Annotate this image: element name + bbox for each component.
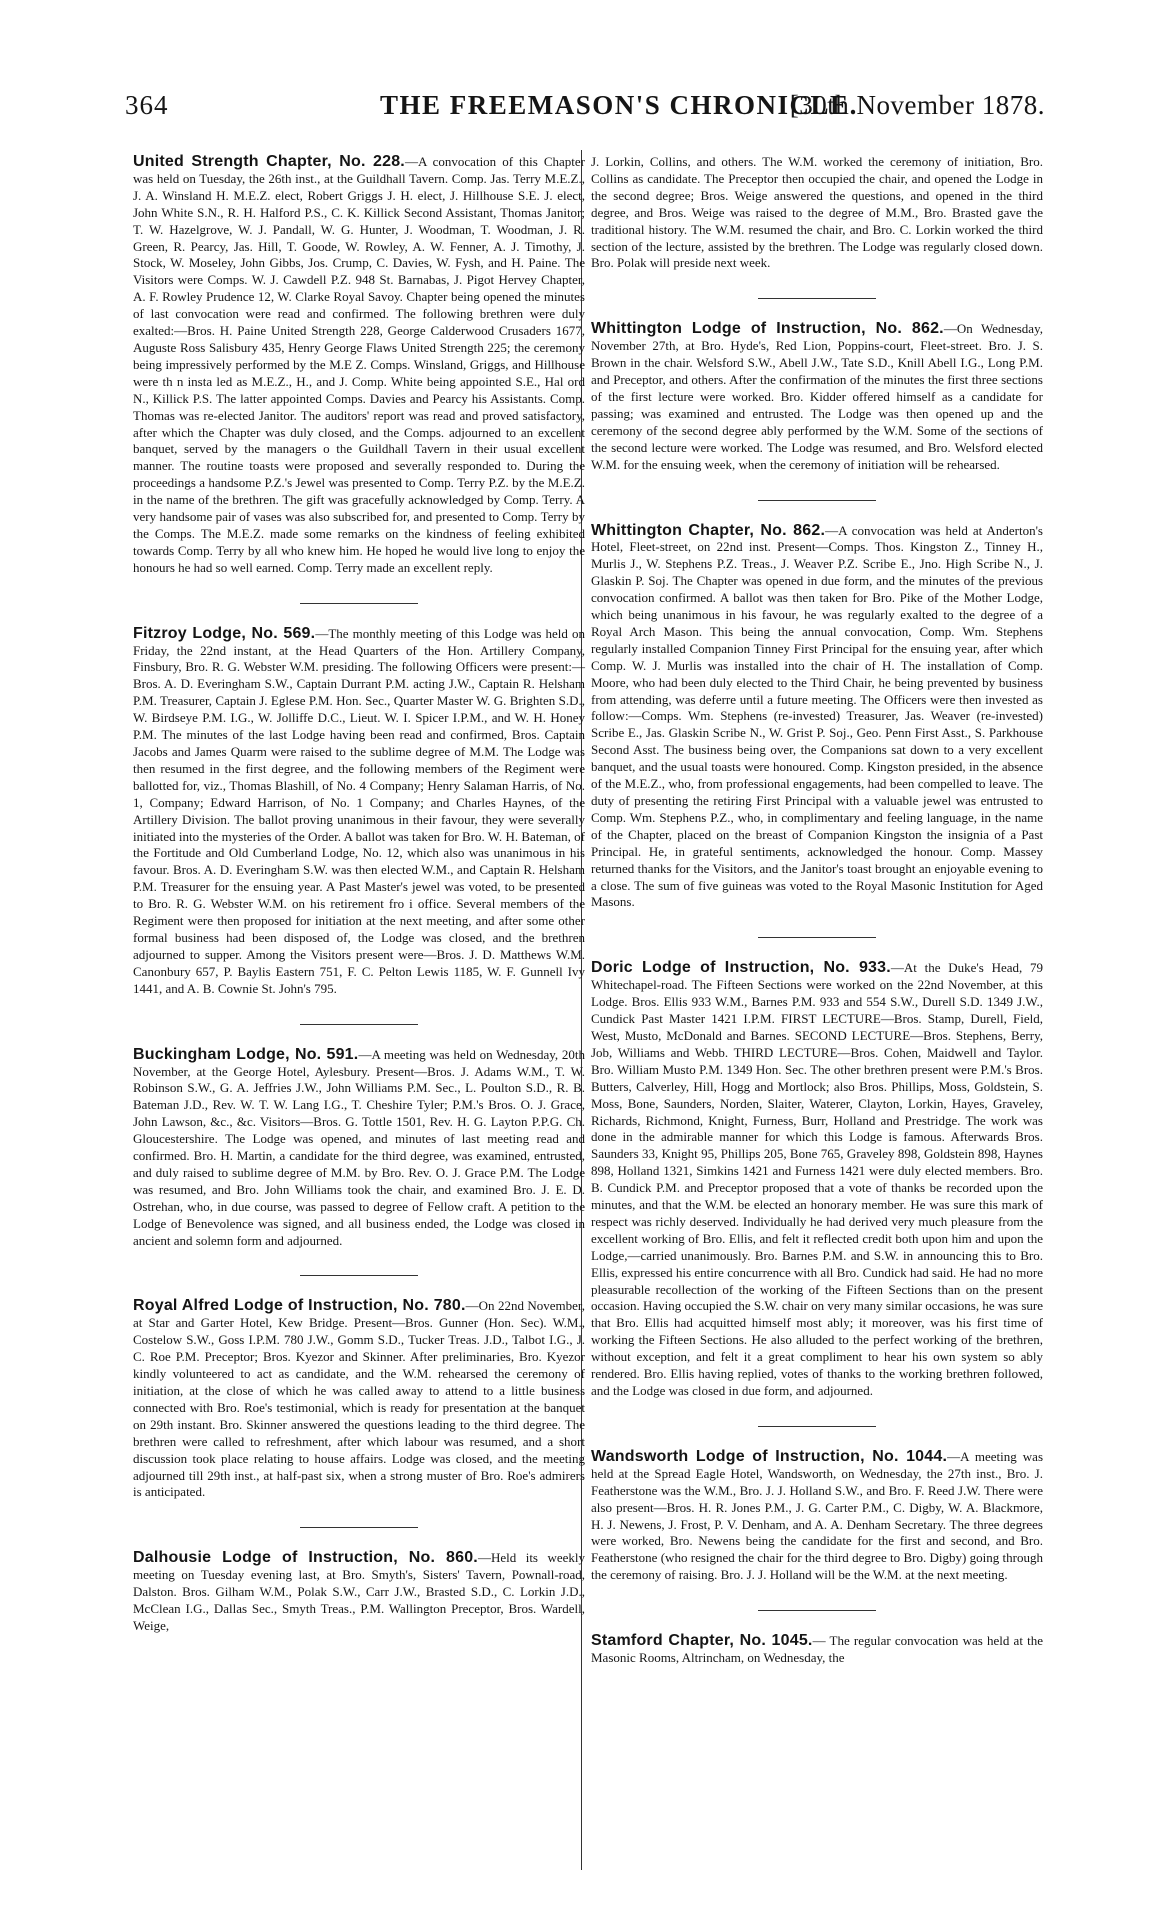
article-title: Dalhousie Lodge of Instruction, No. 860. — [133, 1549, 478, 1567]
article-separator — [758, 1426, 876, 1427]
article-stamford-chapter — [591, 1633, 1043, 1667]
page-header — [125, 90, 1045, 130]
article-body: —A meeting was held at the Spread Eagle Hotel, Wandsworth, on Wednesday, the 27th inst., Bro. J. Featherstone was the W.M., Bro. J. J. Holland S.W., and Bro. F. Reed J.W. There were also present—Bros. H. R. Jones P.M., J. G. Carter P.M., C. Digby, W. A. Blackmore, H. J. Newens, J. Frost, P. V. Denham, and A. A. Denham Secretary. The three degrees were worked, Bro. Newens being the candidate for the first and second, and Bro. Featherstone (who resigned the chair for the third degree to Bro. Digby) going through the ceremony of raising. Bro. J. J. Holland will be the W.M. at the next meeting. — [591, 1448, 1043, 1583]
article-title: Fitzroy Lodge, No. 569. — [133, 624, 316, 642]
article-separator — [300, 1527, 418, 1528]
article-body: —A convocation was held at Anderton's Hotel, Fleet-street, on 22nd inst. Present—Comps. Thos. Kingston Z., Tinney H., Murlis J., W. Stephens P.Z. Treas., J. Weaver P.Z. Scribe E., Jno. High Scribe N., J. Glaskin P. Soj. The Chapter was opened in due form, and the minutes of the previous convocation confirmed. A ballot was then taken for Bro. Pike of the Mother Lodge, which being unanimous in his favour, he was regularly exalted to the degree of a Royal Arch Mason. This being the annual convocation, Comp. Wm. Stephens regularly installed Companion Tinney First Principal for the ensuing year, after which Comp. W. J. Murlis was installed into the chair of H. The installation of Comp. Moore, who had been duly elected to the Third Chair, he being prevented by business from attending, was deferre until a future meeting. The Officers were then invested as follow:—Comps. Wm. Stephens (re-invested) Treasurer, Jas. Weaver (re-invested) Scribe E., Jas. Glaskin Scribe N., W. Grist P. Soj., Geo. Penn First Asst., S. Parkhouse Second Asst. The business being over, the Companions sat down to a very excellent banquet, and the usual toasts were honoured. Comp. Kingston presided, in the absence of the M.E.Z., who, from professional engagements, had been compelled to leave. The duty of presenting the retiring First Principal with a valuable jewel was entrusted to Comp. Wm. Stephens P.Z., who, in complimentary and feeling language, in the name of the Chapter, placed on the breast of Companion Kingston the insignia of a Past Principal. He, in grateful sentiments, acknowledged the honour. Comp. Massey returned thanks for the Visitors, and the Janitor's toast brought an enjoyable evening to a close. The sum of five guineas was voted to the Royal Masonic Institution for Aged Masons. — [591, 522, 1043, 910]
article-doric-lodge — [591, 960, 1043, 1400]
article-separator — [300, 603, 418, 604]
article-buckingham-lodge — [133, 1047, 585, 1250]
page-number: 364 — [125, 90, 169, 120]
article-whittington-chapter — [591, 523, 1043, 912]
article-continuation — [591, 154, 1043, 272]
newspaper-title: THE FREEMASON'S CHRONICLE. — [380, 90, 858, 120]
article-united-strength-chapter — [133, 154, 585, 577]
article-separator — [758, 1610, 876, 1611]
article-body: —A meeting was held on Wednesday, 20th November, at the George Hotel, Aylesbury. Present—Bros. J. Adams W.M., T. W. Robinson S.W., G. A. Jeffries J.W., John Williams P.M. Sec., L. Poulton S.D., R. B. Bateman J.D., Rev. W. T. W. Lang I.G., T. Cheshire Tyler; P.M.'s Bros. O. J. Grace, John Lawson, &c., &c. Visitors—Bros. G. Tottle 1501, Rev. H. G. Layton P.P.G. Ch. Gloucestershire. The Lodge was opened, and minutes of last meeting read and confirmed. Bro. H. Martin, a candidate for the third degree, was examined, entrusted, and duly raised to sublime degree of M.M. by Bro. Rev. O. J. Grace P.M. The Lodge was resumed, and Bro. John Williams took the chair, and examined Bro. J. E. D. Ostrehan, who, in due course, was passed to degree of Fellow craft. A petition to the Lodge of Benevolence was signed, and all business ended, the Lodge was closed in ancient and solemn form and adjourned. — [133, 1046, 586, 1248]
article-title: Doric Lodge of Instruction, No. 933. — [591, 959, 891, 977]
article-title: Whittington Lodge of Instruction, No. 862. — [591, 320, 944, 338]
article-title: Stamford Chapter, No. 1045. — [591, 1632, 813, 1650]
article-fitzroy-lodge — [133, 626, 585, 998]
article-separator — [758, 937, 876, 938]
article-body: —A convocation of this Chapter was held on Tuesday, the 26th inst., at the Guildhall Tavern. Comp. Jas. Terry M.E.Z., J. A. Winsland H. M.E.Z. elect, Robert Griggs J. H. elect, J. Hillhouse S.E. J. elect, John White S.N., R. H. Halford P.S., C. K. Killick Second Assistant, Thomas Janitor; T. W. Hazelgrove, W. J. Pandall, W. G. Hunter, J. Woodman, T. Woodman, J. R. Green, R. Pearcy, Jas. Hill, T. Goode, W. Rowley, A. W. Fenner, A. J. Timothy, J. Stock, W. Moseley, John Gibbs, Jos. Crump, C. Davies, W. Fysh, and H. Paine. The Visitors were Comps. W. J. Cawdell P.Z. 948 St. Barnabas, J. Pigot Hervey Chapter, A. F. Rowley Prudence 12, W. Clarke Royal Savoy. Chapter being opened the minutes of last convocation were read and confirmed. The following brethren were duly exalted:—Bros. H. Paine United Strength 228, George Calderwood Crusaders 1677, Auguste Ross Salisbury 435, Henry George Flaws United Strength 225; the ceremony being impressively performed by the M.E Z. Comps. Winsland, Griggs, and Hillhouse were th n insta led as M.E.Z., H., and J. Comp. White being appointed S.E., Hal ord N., Killick P.S. The latter appointed Comps. Davies and Pearcy his Assistants. Comp. Thomas was re-elected Janitor. The auditors' report was read and proved satisfactory, after which the Chapter was duly closed, and the Comps. adjourned to an excellent banquet, served by the managers o the Guildhall Tavern in their usual excellent manner. The routine toasts were proposed and severally responded to. During the proceedings a handsome P.Z.'s Jewel was presented to Comp. Terry P.Z. by the M.E.Z. in the name of the brethren. The gift was gracefully acknowledged by Comp. Terry. A very handsome pair of vases was also subscribed for, and presented to Comp. Terry by the Comps. The M.E.Z. made some remarks on the kindness of feeling exhibited towards Comp. Terry by all who knew him. He hoped he would live long to enjoy the honours he had so well earned. Comp. Terry made an excellent reply. — [133, 154, 586, 575]
article-wandsworth-lodge — [591, 1449, 1043, 1584]
article-title: Buckingham Lodge, No. 591. — [133, 1045, 359, 1063]
article-dalhousie-lodge — [133, 1550, 585, 1635]
article-title: Royal Alfred Lodge of Instruction, No. 780. — [133, 1297, 466, 1315]
article-separator — [758, 298, 876, 299]
article-title: Whittington Chapter, No. 862. — [591, 521, 826, 539]
article-body: J. Lorkin, Collins, and others. The W.M. worked the ceremony of initiation, Bro. Collins as candidate. The Preceptor then occupied the chair, and opened the Lodge in the second degree; Bros. Weige answered the questions, and opened in the third degree, and Bros. Weige was raised to the degree of M.M., Bro. Brasted gave the traditional history. The W.M. resumed the chair, and Bro. C. Lorkin worked the third section of the lecture, assisted by the brethren. The Lodge was regularly closed down. Bro. Polak will preside next week. — [591, 154, 1043, 271]
article-separator — [758, 500, 876, 501]
left-column — [133, 154, 585, 1635]
article-title: United Strength Chapter, No. 228. — [133, 153, 405, 170]
article-separator — [300, 1275, 418, 1276]
right-column — [591, 154, 1043, 1667]
article-separator — [300, 1024, 418, 1025]
article-body: —At the Duke's Head, 79 Whitechapel-road. The Fifteen Sections were worked on the 22nd November, at this Lodge. Bros. Ellis 933 W.M., Barnes P.M. 933 and 554 S.W., Durell S.D. 1349 J.W., Cundick Past Master 1421 I.P.M. FIRST LECTURE—Bros. Stamp, Durell, Field, West, Musto, McDonald and Barnes. SECOND LECTURE—Bros. Stephens, Berry, Job, Williams and Webb. THIRD LECTURE—Bros. Cohen, Maidwell and Taylor. Bro. William Musto P.M. 1349 Hon. Sec. The other brethren present were P.M.'s Bros. Butters, Calverley, Hill, Hogg and Mortlock; also Bros. Phillips, Moss, Goldstein, S. Moss, Bone, Saunders, Norden, Slaiter, Waterer, Clayton, Lorkin, Hayes, Graveley, Richards, Richmond, Knight, Furness, Burr, Holland and Prestridge. The work was done in the admirable manner for which this Lodge is famous. Afterwards Bros. Saunders 33, Knight 95, Phillips 205, Bone 765, Graveley 898, Goldstein 898, Haynes 898, Holland 1321, Simkins 1421 and Furness 1421 were duly elected members. Bro. B. Cundick P.M. and Preceptor proposed that a vote of thanks be recorded upon the minutes, and that the W.M. be elected an honorary member. He was sure this mark of respect was richly deserved. Individually he had derived very much pleasure from the excellent working of Bro. Ellis, and felt it reflected credit both upon him and upon the Lodge,—carried unanimously. Bro. Barnes P.M. and S.W. in announcing this to Bro. Ellis, expressed his entire concurrence with all Bro. Cundick had said. He had no more pleasurable recollection of the working of the Fifteen Sections than on the present occasion. Having occupied the S.W. chair on very many similar occasions, he was sure that Bro. Ellis had acquitted himself most ably; it moreover, was his first time of working the Fifteen Sections. He also alluded to the perfect working of the brethren, without exception, and felt it a great compliment to hear his own system so ably rendered. Bro. Ellis having replied, votes of thanks to the working brethren followed, and the Lodge was closed in due form, and adjourned. — [591, 960, 1043, 1398]
article-body: —Held its weekly meeting on Tuesday evening last, at Bro. Smyth's, Sisters' Tavern, Pownall-road, Dalston. Bros. Gilham W.M., Polak S.W., Carr J.W., Brasted S.D., C. Lorkin J.D., McClean I.G., Dallas Sec., Smyth Treas., P.M. Wallington Preceptor, Bros. Wardell, Weige, — [133, 1550, 586, 1633]
article-royal-alfred-lodge — [133, 1298, 585, 1501]
issue-date: [30th November 1878. — [789, 90, 1045, 120]
article-body: —The monthly meeting of this Lodge was held on Friday, the 22nd instant, at the Head Quarters of the Hon. Artillery Company, Finsbury, Bro. R. G. Webster W.M. presiding. The following Officers were present:—Bros. A. D. Everingham S.W., Captain Durrant P.M. acting J.W., Captain R. Helsham P.M. Treasurer, Captain J. Eglese P.M. Hon. Sec., Quarter Master W. G. Brighten S.D., W. Birdseye P.M. I.G., W. Jolliffe D.C., Lieut. W. I. Spicer I.P.M., and W. H. Honey P.M. The minutes of the last Lodge having been read and confirmed, Bros. Captain Jacobs and James Quarm were raised to the sublime degree of M.M. The Lodge was then resumed in the first degree, and the following members of the Regiment were ballotted for, viz., Thomas Blashill, of No. 4 Company; Henry Salaman Harris, of No. 1, Company; Edward Harrison, of No. 1 Company; and Charles Haynes, of the Artillery Division. The ballot proving unanimous in their favour, they were severally initiated into the mysteries of the Order. A ballot was taken for Bro. W. H. Bateman, of the Fortitude and Old Cumberland Lodge, No. 12, which also was unanimous in his favour. Bros. A. D. Everingham S.W. was then elected W.M., and Captain R. Helsham P.M. Treasurer for the ensuing year. A Past Master's jewel was voted, to be presented to Bro. R. G. Webster W.M. on his retirement fro i office. Several members of the Regiment were then proposed for initiation at the next meeting, and after some other formal business had been disposed of, the Lodge was closed, and the brethren adjourned to supper. Among the Visitors present were—Bros. J. D. Matthews W.M. Canonbury 657, P. Baylis Eastern 751, F. C. Pelton Lewis 1185, W. F. Gunnell Ivy 1441, and A. B. Cownie St. John's 795. — [133, 625, 586, 996]
article-body: — The regular convocation was held at the Masonic Rooms, Altrincham, on Wednesday, the — [591, 1633, 1043, 1666]
article-title: Wandsworth Lodge of Instruction, No. 1044. — [591, 1447, 948, 1465]
article-body: —On 22nd November, at Star and Garter Hotel, Kew Bridge. Present—Bros. Gunner (Hon. Sec). W.M., Costelow S.W., Goss I.P.M. 780 J.W., Gomm S.D., Tucker Treas. J.D., Talbot I.G., J. C. Roe P.M. Preceptor; Bros. Kyezor and Skinner. After preliminaries, Bro. Kyezor kindly volunteered to act as candidate, and the W.M. rehearsed the ceremony of initiation, at the close of which he was called away to attend to a little business connected with Bro. Roe's testimonial, which is ready for presentation at the banquet on 29th instant. Bro. Skinner answered the questions leading to the third degree. The brethren were called to refreshment, after which labour was resumed, and a short discussion took place relating to house affairs. Lodge was closed, and the meeting adjourned till 29th inst., at half-past six, when a strong muster of Bro. Roe's admirers is anticipated. — [133, 1298, 585, 1500]
article-body: —On Wednesday, November 27th, at Bro. Hyde's, Red Lion, Poppins-court, Fleet-street. Bro. J. S. Brown in the chair. Welsford S.W., Abell J.W., Tate S.D., Knill Abell I.G., Long P.M. and Preceptor, and others. After the confirmation of the minutes the first three sections of the first lecture were worked. Bro. Kidder offered himself as a candidate for passing; was examined and entrusted. The Lodge was then opened up and the ceremony of the second degree ably performed by the W.M. Some of the sections of the second lecture were worked. The Lodge was resumed, and Bro. Welsford elected W.M. for the ensuing week, when the ceremony of initiation will be rehearsed. — [591, 321, 1043, 472]
article-whittington-lodge — [591, 321, 1043, 473]
